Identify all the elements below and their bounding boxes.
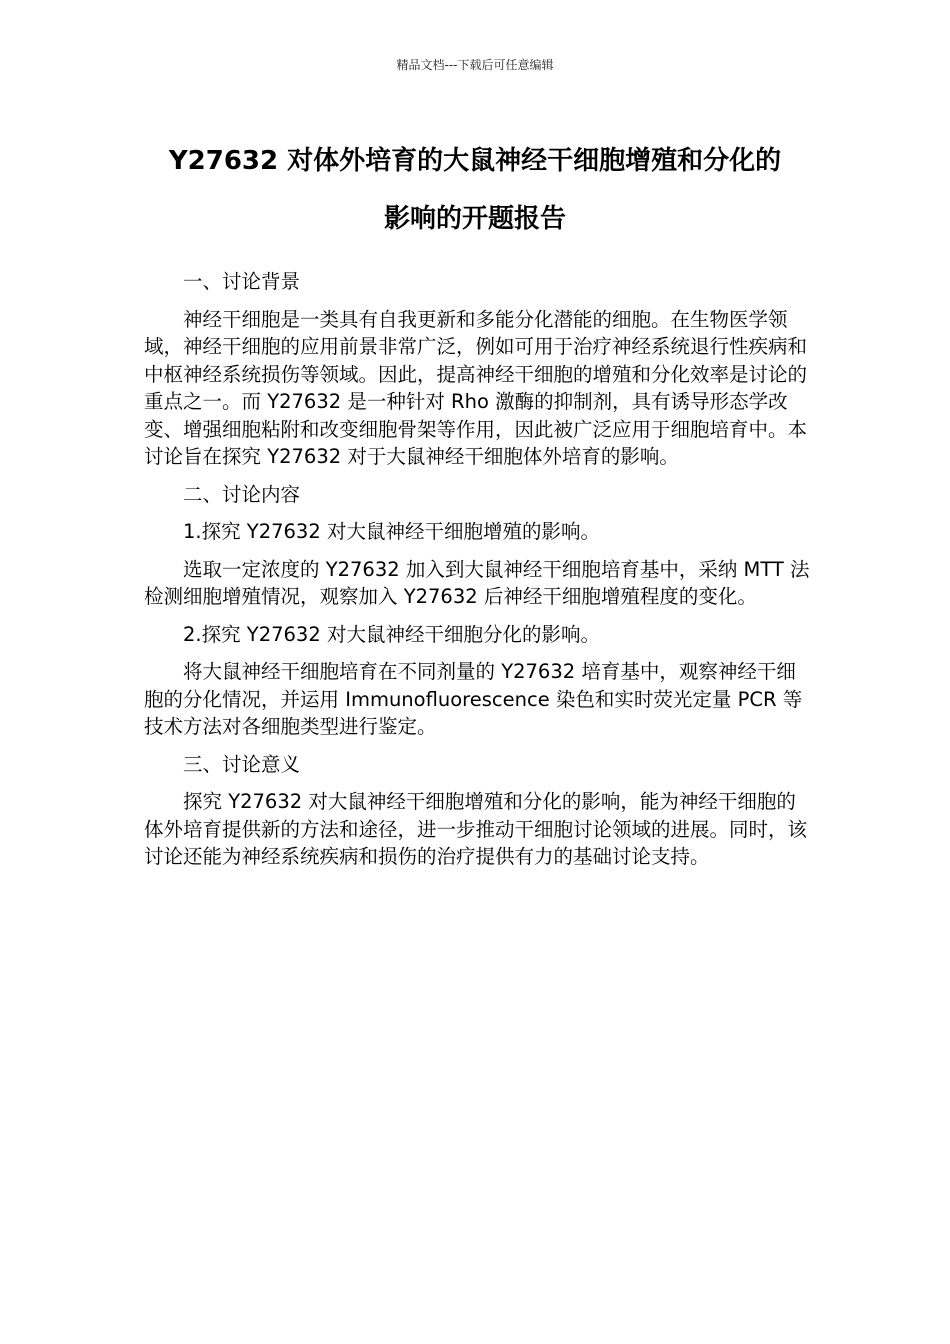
background-paragraph: 神经干细胞是一类具有自我更新和多能分化潜能的细胞。在生物医学领域，神经干细胞的应用前景非常广泛，例如可用于治疗神经系统退行性疾病和中枢神经系统损伤等领域。因此，提高神经干细胞的增殖和分化效率是讨论的重点之一。而 Y27632 是一种针对 Rho 激酶的抑制剂，具有诱导形态学改变、增强细胞粘附和改变细胞骨架等作用，因此被广泛应用于细胞培育中。本讨论旨在探究 Y27632 对于大鼠神经干细胞体外培育的影响。 bbox=[144, 307, 808, 468]
page-header: 精品文档---下载后可任意编辑 bbox=[396, 58, 554, 72]
section-heading-significance: 三、讨论意义 bbox=[183, 752, 301, 776]
item-heading-proliferation: 1.探究 Y27632 对大鼠神经干细胞增殖的影响。 bbox=[183, 520, 600, 543]
item-heading-differentiation: 2.探究 Y27632 对大鼠神经干细胞分化的影响。 bbox=[183, 622, 600, 646]
proliferation-paragraph: 选取一定浓度的 Y27632 加入到大鼠神经干细胞培育基中，采纳 MTT 法检测细胞增殖情况，观察加入 Y27632 后神经干细胞增殖程度的变化。 bbox=[144, 557, 810, 608]
significance-paragraph: 探究 Y27632 对大鼠神经干细胞增殖和分化的影响，能为神经干细胞的体外培育提供新的方法和途径，进一步推动干细胞讨论领域的进展。同时，该讨论还能为神经系统疾病和损伤的治疗提供有力的基础讨论支持。 bbox=[144, 790, 808, 868]
title-line-1: Y27632 对体外培育的大鼠神经干细胞增殖和分化的 bbox=[168, 146, 782, 176]
document-title bbox=[140, 132, 810, 248]
section-heading-content: 二、讨论内容 bbox=[183, 482, 301, 506]
differentiation-paragraph: 将大鼠神经干细胞培育在不同剂量的 Y27632 培育基中，观察神经干细胞的分化情况，并运用 Immunofluorescence 染色和实时荧光定量 PCR 等技术方法对各细胞类型进行鉴定。 bbox=[144, 660, 803, 738]
title-line-2: 影响的开题报告 bbox=[383, 204, 566, 234]
document-body bbox=[144, 268, 812, 881]
section-heading-background: 一、讨论背景 bbox=[183, 270, 301, 293]
